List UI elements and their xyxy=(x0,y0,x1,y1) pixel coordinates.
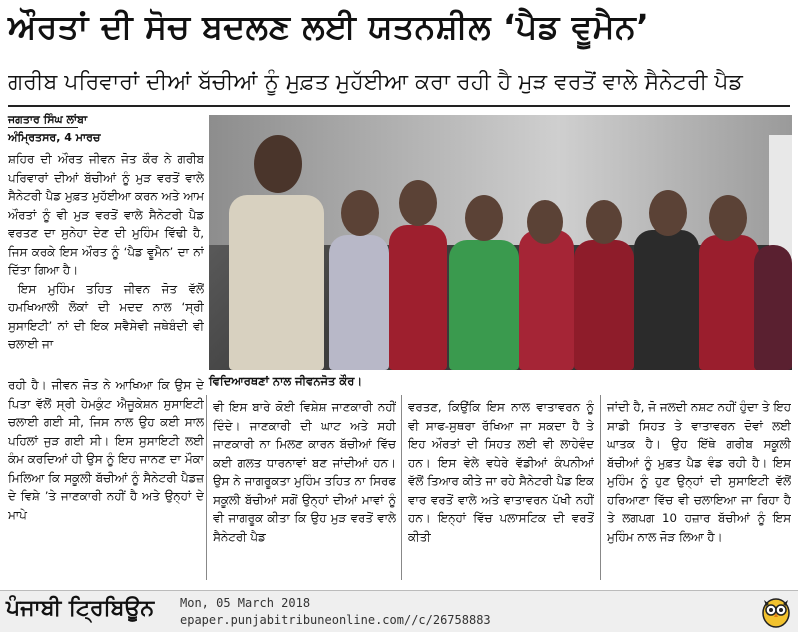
column-1-bottom: ਰਹੀ ਹੈ। ਜੀਵਨ ਜੋਤ ਨੇ ਆਖਿਆ ਕਿ ਉਸ ਦੇ ਪਿਤਾ ਵੱਲੋਂ ਸ੍ਰੀ ਹੇਮਕੁੰਟ ਐਜੂਕੇਸ਼ਨ ਸੁਸਾਇਟੀ ਚਲਾਈ ਗਈ ਸੀ, ਜਿਸ ਨਾਲ ਉਹ ਕਈ ਸਾਲ ਪਹਿਲਾਂ ਜੁੜ ਗਈ ਸੀ। ਇਸ ਸੁਸਾਇਟੀ ਲਈ ਕੰਮ ਕਰਦਿਆਂ ਹੀ ਉਸ ਨੂੰ ਇਹ ਜਾਨਣ ਦਾ ਮੌਕਾ ਮਿਲਿਆ ਕਿ ਸਕੂਲੀ ਬੱਚੀਆਂ ਨੂੰ ਸੈਨੇਟਰੀ ਪੈਡਜ਼ ਦੇ ਵਿਸ਼ੇ ’ਤੇ ਜਾਣਕਾਰੀ ਨਹੀਂ ਹੈ ਅਤੇ ਉਨ੍ਹਾਂ ਦੇ ਮਾਪੇ xyxy=(8,378,204,522)
photo-caption: ਵਿਦਿਆਰਥਣਾਂ ਨਾਲ ਜੀਵਨਜੋਤ ਕੌਰ। xyxy=(209,374,363,388)
photo-woman xyxy=(229,195,324,370)
photo-student-7-head xyxy=(709,195,747,241)
photo-student-6-head xyxy=(649,190,687,236)
column-divider-3 xyxy=(600,395,601,580)
column-divider-1 xyxy=(206,395,207,580)
column-3: ਵਰਤਣ, ਕਿਉਂਕਿ ਇਸ ਨਾਲ ਵਾਤਾਵਰਨ ਨੂੰ ਵੀ ਸਾਫ-ਸੁਥਰਾ ਰੱਖਿਆ ਜਾ ਸਕਦਾ ਹੈ ਤੇ ਇਹ ਔਰਤਾਂ ਦੀ ਸਿਹਤ ਲਈ ਵੀ ਲਾਹੇਵੰਦ ਹਨ। ਇਸ ਵੇਲੇ ਵਧੇਰੇ ਵੱਡੀਆਂ ਕੰਪਨੀਆਂ ਵੱਲੋਂ ਤਿਆਰ ਕੀਤੇ ਜਾ ਰਹੇ ਸੈਨੇਟਰੀ ਪੈਡ ਇਕ ਵਾਰ ਵਰਤੋਂ ਵਾਲੇ ਅਤੇ ਵਾਤਾਵਰਨ ਪੱਖੀ ਨਹੀਂ ਹਨ। ਇਨ੍ਹਾਂ ਵਿੱਚ ਪਲਾਸਟਿਕ ਦੀ ਵਰਤੋਂ ਕੀਤੀ xyxy=(408,400,594,544)
column-1-paragraph-1: ਸ਼ਹਿਰ ਦੀ ਔਰਤ ਜੀਵਨ ਜੋਤ ਕੌਰ ਨੇ ਗਰੀਬ ਪਰਿਵਾਰਾਂ ਦੀਆਂ ਬੱਚੀਆਂ ਨੂੰ ਮੁੜ ਵਰਤੋਂ ਵਾਲੇ ਸੈਨੇਟਰੀ ਪੈਡ ਮੁਫ਼ਤ ਮੁਹੱਈਆ ਕਰਨ ਅਤੇ ਆਮ ਔਰਤਾਂ ਨੂੰ ਵੀ ਮੁੜ ਵਰਤੋਂ ਵਾਲੇ ਸੈਨੇਟਰੀ ਪੈਡ ਵਰਤਣ ਦਾ ਸੁਨੇਹਾ ਦੇਣ ਦੀ ਮੁਹਿੰਮ ਵਿੱਢੀ ਹੈ, ਜਿਸ ਕਰਕੇ ਇਸ ਔਰਤ ਨੂੰ ‘ਪੈਡ ਵੂਮੈਨ’ ਦਾ ਨਾਂ ਦਿੱਤਾ ਗਿਆ ਹੈ। xyxy=(8,152,204,277)
photo-student-5-head xyxy=(586,200,622,244)
photo-student-6 xyxy=(634,230,699,370)
news-photo xyxy=(209,115,792,370)
photo-student-3-head xyxy=(465,195,503,241)
photo-student-5 xyxy=(574,240,634,370)
byline-divider xyxy=(8,127,78,128)
photo-student-8 xyxy=(754,245,792,370)
owl-icon xyxy=(760,594,792,628)
edition-date: Mon, 05 March 2018 xyxy=(180,596,311,610)
photo-student-4-head xyxy=(527,200,563,244)
photo-student-3 xyxy=(449,240,519,370)
column-1-top xyxy=(8,150,204,378)
column-2: ਵੀ ਇਸ ਬਾਰੇ ਕੋਈ ਵਿਸ਼ੇਸ਼ ਜਾਣਕਾਰੀ ਨਹੀਂ ਦਿੰਦੇ। ਜਾਣਕਾਰੀ ਦੀ ਘਾਟ ਅਤੇ ਸਹੀ ਜਾਣਕਾਰੀ ਨਾ ਮਿਲਣ ਕਾਰਨ ਬੱਚੀਆਂ ਵਿੱਚ ਕਈ ਗਲਤ ਧਾਰਨਾਵਾਂ ਬਣ ਜਾਂਦੀਆਂ ਹਨ। ਉਸ ਨੇ ਜਾਗਰੂਕਤਾ ਮੁਹਿੰਮ ਤਹਿਤ ਨਾ ਸਿਰਫ ਸਕੂਲੀ ਬੱਚੀਆਂ ਸਗੋਂ ਉਨ੍ਹਾਂ ਦੀਆਂ ਮਾਵਾਂ ਨੂੰ ਵੀ ਜਾਗਰੂਕ ਕੀਤਾ ਕਿ ਉਹ ਮੁੜ ਵਰਤੋਂ ਵਾਲੇ ਸੈਨੇਟਰੀ ਪੈਡ xyxy=(213,400,396,544)
column-4: ਜਾਂਦੀ ਹੈ, ਜੋ ਜਲਦੀ ਨਸ਼ਟ ਨਹੀਂ ਹੁੰਦਾ ਤੇ ਇਹ ਸਾਡੀ ਸਿਹਤ ਤੇ ਵਾਤਾਵਰਨ ਦੋਵਾਂ ਲਈ ਘਾਤਕ ਹੈ। ਉਹ ਇੱਥੇ ਗਰੀਬ ਸਕੂਲੀ ਬੱਚੀਆਂ ਨੂੰ ਮੁਫ਼ਤ ਪੈਡ ਵੰਡ ਰਹੀ ਹੈ। ਇਸ ਮੁਹਿੰਮ ਨੂੰ ਹੁਣ ਉਨ੍ਹਾਂ ਦੀ ਸੁਸਾਇਟੀ ਵੱਲੋਂ ਹਰਿਆਣਾ ਵਿੱਚ ਵੀ ਚਲਾਇਆ ਜਾ ਰਿਹਾ ਹੈ ਤੇ ਲਗਪਗ 10 ਹਜ਼ਾਰ ਬੱਚੀਆਂ ਨੂੰ ਇਸ ਮੁਹਿੰਮ ਨਾਲ ਜੋੜ ਲਿਆ ਹੈ। xyxy=(607,400,791,544)
dateline: ਅੰਮ੍ਰਿਤਸਰ, 4 ਮਾਰਚ xyxy=(8,131,101,144)
source-url[interactable]: epaper.punjabitribuneonline.com//c/26758883 xyxy=(180,613,491,627)
photo-student-7 xyxy=(699,235,759,370)
photo-student-2 xyxy=(389,225,447,370)
photo-woman-head xyxy=(254,135,302,193)
photo-student-4 xyxy=(519,230,574,370)
headline: ਔਰਤਾਂ ਦੀ ਸੋਚ ਬਦਲਣ ਲਈ ਯਤਨਸ਼ੀਲ ‘ਪੈਡ ਵੂਮੈਨ’ xyxy=(8,7,650,46)
photo-student-2-head xyxy=(399,180,437,226)
column-1-paragraph-2: ਇਸ ਮੁਹਿੰਮ ਤਹਿਤ ਜੀਵਨ ਜੋਤ ਵੱਲੋਂ ਹਮਖਿਆਲੀ ਲੋਕਾਂ ਦੀ ਮਦਦ ਨਾਲ ‘ਸ੍ਰੀ ਸੁਸਾਇਟੀ’ ਨਾਂ ਦੀ ਇਕ ਸਵੈਸੇਵੀ ਜਥੇਬੰਦੀ ਵੀ ਚਲਾਈ ਜਾ xyxy=(8,281,204,351)
column-divider-2 xyxy=(401,395,402,580)
subheadline: ਗਰੀਬ ਪਰਿਵਾਰਾਂ ਦੀਆਂ ਬੱਚੀਆਂ ਨੂੰ ਮੁਫ਼ਤ ਮੁਹੱਈਆ ਕਰਾ ਰਹੀ ਹੈ ਮੁੜ ਵਰਤੋਂ ਵਾਲੇ ਸੈਨੇਟਰੀ ਪੈਡ xyxy=(8,63,790,107)
newspaper-logo: ਪੰਜਾਬੀ ਟ੍ਰਿਬਿਊਨ xyxy=(6,596,155,621)
byline: ਜਗਤਾਰ ਸਿੰਘ ਲਾਂਬਾ xyxy=(8,113,88,126)
photo-student-1-head xyxy=(341,190,379,236)
photo-student-1 xyxy=(329,235,389,370)
